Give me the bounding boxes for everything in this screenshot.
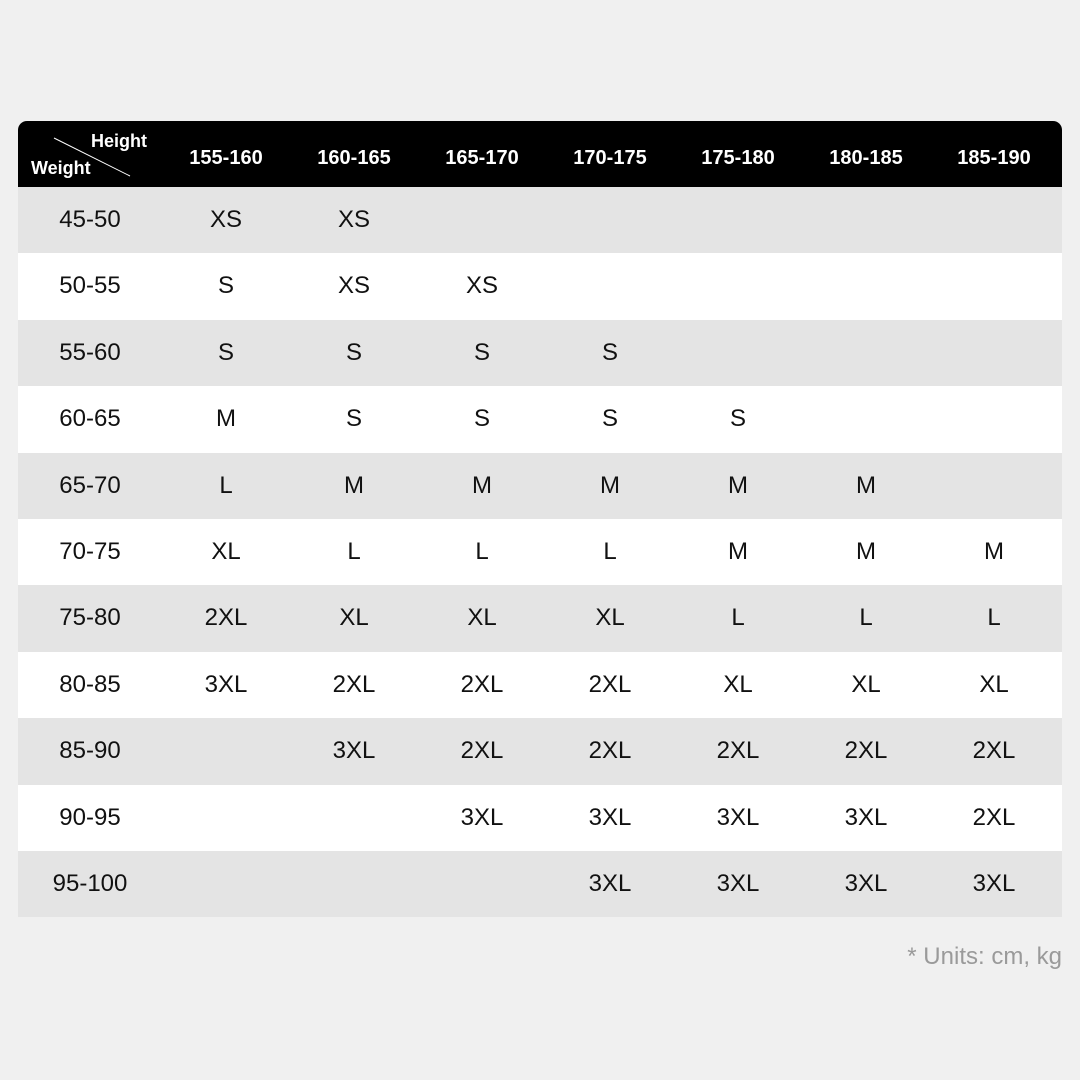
size-cell <box>930 386 1058 452</box>
size-cell: 3XL <box>588 803 632 831</box>
size-chart-table <box>18 121 1062 917</box>
size-cell <box>418 851 546 917</box>
size-cell: L <box>603 537 617 565</box>
size-cell <box>290 851 418 917</box>
size-cell: 3XL <box>716 803 760 831</box>
weight-range-cell: 55-60 <box>59 338 121 366</box>
size-cell <box>802 320 930 386</box>
table-row <box>18 652 1062 718</box>
size-cell: 2XL <box>588 737 632 765</box>
table-row <box>18 519 1062 585</box>
size-cell: M <box>216 405 236 433</box>
table-row <box>18 718 1062 784</box>
size-cell <box>162 718 290 784</box>
size-cell <box>290 785 418 851</box>
size-cell: M <box>856 471 876 499</box>
size-cell: M <box>728 471 748 499</box>
size-cell <box>674 187 802 253</box>
size-cell: 2XL <box>588 670 632 698</box>
height-column-header: 165-170 <box>445 147 519 169</box>
size-cell <box>674 253 802 319</box>
size-cell: 2XL <box>460 737 504 765</box>
size-cell: XL <box>467 604 497 632</box>
weight-range-cell: 60-65 <box>59 405 121 433</box>
size-cell: M <box>600 471 620 499</box>
size-cell: L <box>475 537 489 565</box>
size-cell <box>930 253 1058 319</box>
size-cell: L <box>859 604 873 632</box>
size-cell <box>162 785 290 851</box>
table-row <box>18 386 1062 452</box>
size-cell: XS <box>337 272 370 300</box>
table-row <box>18 253 1062 319</box>
size-cell: 3XL <box>460 803 504 831</box>
size-cell <box>546 253 674 319</box>
size-cell: 2XL <box>332 670 376 698</box>
size-cell: 3XL <box>716 869 760 897</box>
size-cell: XL <box>851 670 881 698</box>
weight-range-cell: 70-75 <box>59 537 121 565</box>
size-cell: XS <box>337 206 370 233</box>
size-cell: 2XL <box>204 604 248 632</box>
header-corner-cell <box>18 121 154 187</box>
size-cell: M <box>344 471 364 499</box>
size-cell: 3XL <box>332 737 376 765</box>
size-cell <box>930 453 1058 519</box>
size-cell: XL <box>211 537 241 565</box>
size-cell: S <box>345 338 362 366</box>
table-row <box>18 187 1062 253</box>
size-cell: 2XL <box>844 737 888 765</box>
size-cell <box>930 187 1058 253</box>
size-cell <box>162 851 290 917</box>
size-cell: L <box>731 604 745 632</box>
table-row <box>18 585 1062 651</box>
size-cell: XL <box>723 670 753 698</box>
height-axis-label: Height <box>91 131 147 151</box>
size-cell: M <box>984 537 1004 565</box>
size-cell: S <box>729 405 746 433</box>
table-row <box>18 320 1062 386</box>
table-header <box>18 121 1062 187</box>
size-cell: L <box>347 537 361 565</box>
size-cell <box>802 187 930 253</box>
size-cell: 2XL <box>460 670 504 698</box>
weight-range-cell: 95-100 <box>52 869 128 897</box>
height-column-header: 175-180 <box>701 147 775 169</box>
units-note: * Units: cm, kg <box>907 943 1062 970</box>
size-cell: M <box>472 471 492 499</box>
size-cell: 2XL <box>972 803 1016 831</box>
size-cell: XS <box>209 206 242 233</box>
weight-range-cell: 65-70 <box>59 471 121 499</box>
height-column-header: 180-185 <box>829 147 903 169</box>
size-cell: S <box>345 405 362 433</box>
table-row <box>18 453 1062 519</box>
size-cell: 3XL <box>588 869 632 897</box>
size-cell <box>802 253 930 319</box>
size-cell: L <box>987 604 1001 632</box>
size-cell <box>674 320 802 386</box>
weight-range-cell: 90-95 <box>59 803 121 831</box>
weight-range-cell: 50-55 <box>59 272 121 300</box>
size-cell: S <box>217 338 234 366</box>
table-row <box>18 851 1062 917</box>
weight-axis-label: Weight <box>31 158 91 178</box>
size-cell: S <box>473 405 490 433</box>
size-cell: M <box>728 537 748 565</box>
height-column-header: 170-175 <box>573 147 647 169</box>
size-cell: XL <box>339 604 369 632</box>
weight-range-cell: 45-50 <box>59 206 121 233</box>
size-cell: S <box>601 338 618 366</box>
size-cell: S <box>217 272 234 300</box>
size-cell <box>802 386 930 452</box>
height-column-header: 160-165 <box>317 147 391 169</box>
size-cell <box>930 320 1058 386</box>
size-cell: XL <box>979 670 1009 698</box>
size-cell: S <box>473 338 490 366</box>
weight-range-cell: 80-85 <box>59 670 121 698</box>
size-cell <box>546 187 674 253</box>
size-cell: L <box>219 471 233 499</box>
size-cell: M <box>856 537 876 565</box>
size-cell <box>418 187 546 253</box>
size-cell: 3XL <box>972 869 1016 897</box>
table-row <box>18 785 1062 851</box>
height-column-header: 185-190 <box>957 147 1031 169</box>
size-cell: 3XL <box>844 803 888 831</box>
size-cell: 2XL <box>972 737 1016 765</box>
size-cell: 3XL <box>204 670 248 698</box>
weight-range-cell: 85-90 <box>59 737 121 765</box>
size-cell: XS <box>465 272 498 300</box>
height-column-header: 155-160 <box>189 147 263 169</box>
size-cell: 2XL <box>716 737 760 765</box>
table-body <box>18 187 1062 917</box>
size-cell: XL <box>595 604 625 632</box>
weight-range-cell: 75-80 <box>59 604 121 632</box>
size-cell: 3XL <box>844 869 888 897</box>
size-cell: S <box>601 405 618 433</box>
